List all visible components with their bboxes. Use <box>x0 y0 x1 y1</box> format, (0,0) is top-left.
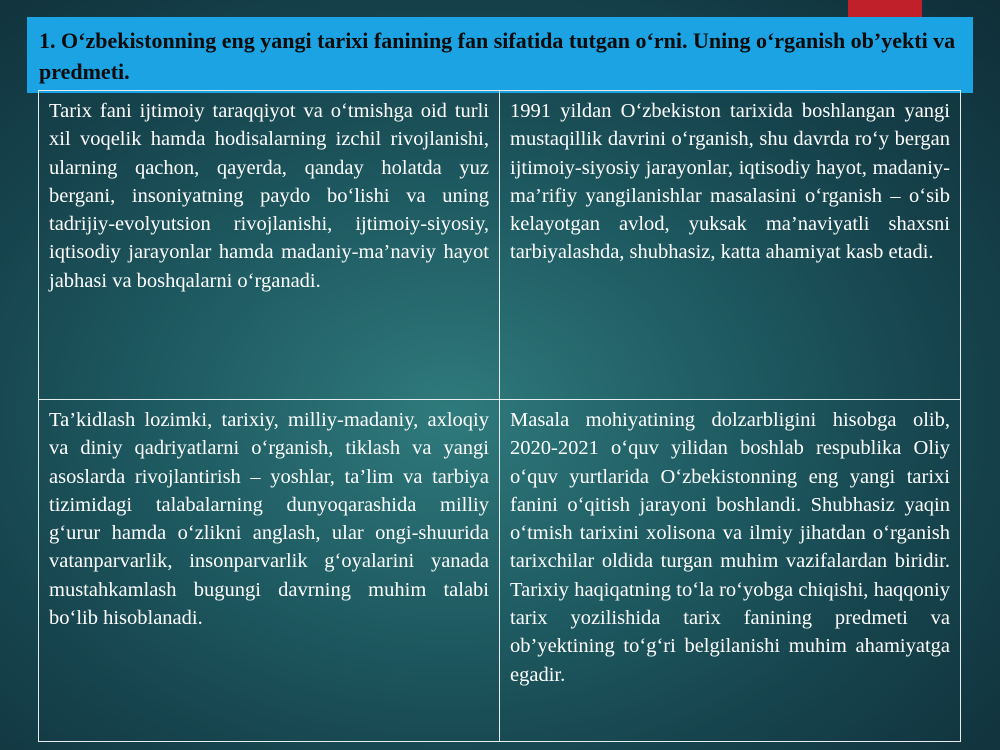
cell-text: 1991 yildan O‘zbekiston tarixida boshlangan yangi mustaqillik davrini o‘rganish, shu davrda ro‘y bergan ijtimoiy-siyosiy jarayonlar, iqtisodiy hayot, madaniy-ma’rifiy yangilanishlar masalasini o‘rganish – o‘sib kelayotgan avlod, yuksak ma’naviyatli shaxsni tarbiyalashda, shubhasiz, katta ahamiyat kasb etadi. <box>510 100 950 264</box>
table-row <box>39 400 961 742</box>
content-table <box>38 90 961 742</box>
table-cell-left <box>39 91 500 400</box>
cell-text: Ta’kidlash lozimki, tarixiy, milliy-madaniy, axloqiy va diniy qadriyatlarni o‘rganish, tiklash va yangi asoslarda rivojlantirish – yoshlar, ta’lim va tarbiya tizimidagi talabalarning dunyoqarashida milliy g‘urur hamda o‘zlikni anglash, ular ongi-shuurida vatanparvarlik, insonparvarlik g‘oyalarini yanada mustahkamlash bugungi davrning muhim talabi bo‘lib hisoblanadi. <box>49 409 489 630</box>
cell-text: Tarix fani ijtimoiy taraqqiyot va o‘tmishga oid turli xil voqelik hamda hodisalarning izchil rivojlanishi, ularning qachon, qayerda, qanday holatda yuz bergani, insoniyatning paydo bo‘lishi va uning tadrijiy-evolyutsion rivojlanishi, ijtimoiy-siyosiy, iqtisodiy jarayonlar hamda madaniy-ma’naviy hayot jabhasi va boshqalarni o‘rganadi. <box>49 100 489 292</box>
slide-title: 1. O‘zbekistonning eng yangi tarixi fanining fan sifatida tutgan o‘rni. Uning o‘rganish ob’yekti va predmeti. <box>39 28 956 84</box>
title-bar <box>27 17 973 93</box>
table-cell-left <box>39 400 500 742</box>
table-cell-right <box>500 91 961 400</box>
table-row <box>39 91 961 400</box>
cell-text: Masala mohiyatining dolzarbligini hisobga olib, 2020-2021 o‘quv yilidan boshlab respublika Oliy o‘quv yurtlarida O‘zbekistonning eng yangi tarixi fanini o‘qitish jarayoni boshlandi. Shubhasiz yaqin o‘tmish tarixini xolisona va ilmiy jihatdan o‘rganish tarixchilar oldida turgan muhim vazifalardan biridir. Tarixiy haqiqatning to‘la ro‘yobga chiqishi, haqqoniy tarix yozilishida tarix fanining predmeti va ob’yektining to‘g‘ri belgilanishi muhim ahamiyatga egadir. <box>510 409 950 686</box>
table-cell-right <box>500 400 961 742</box>
